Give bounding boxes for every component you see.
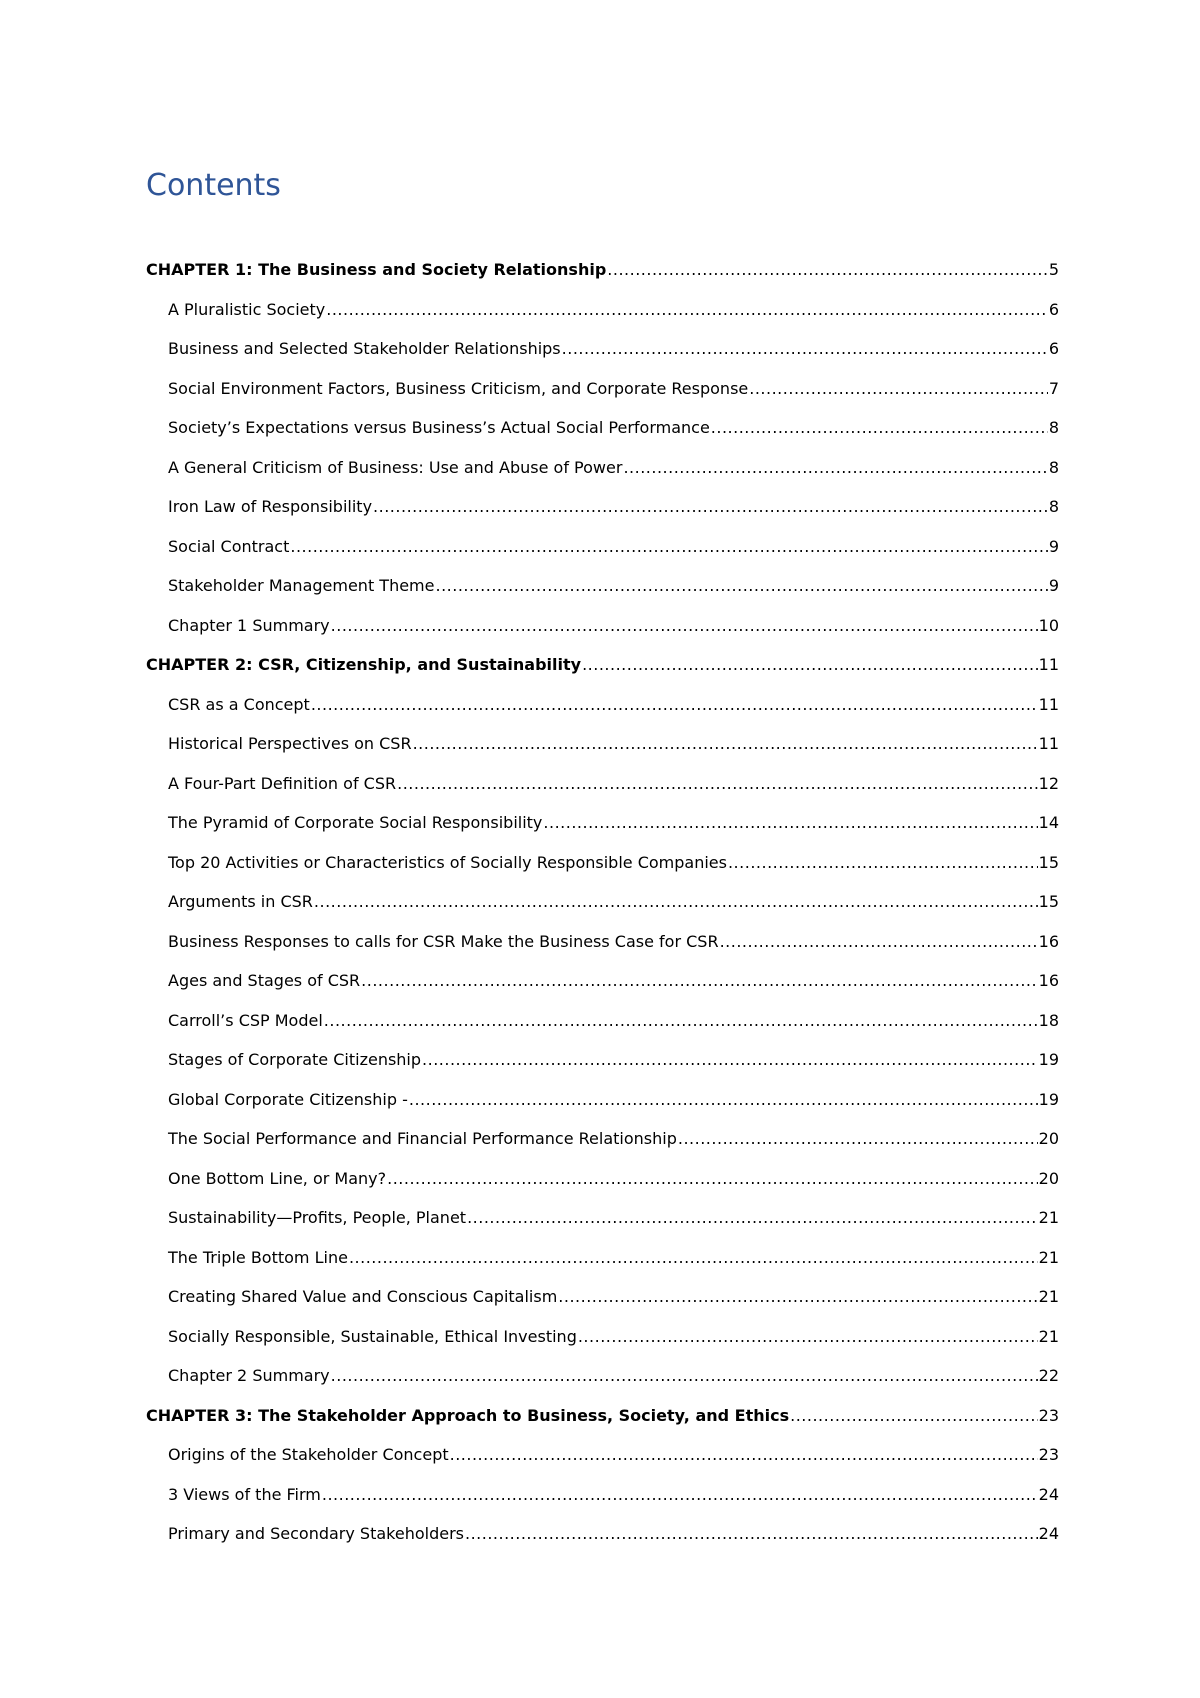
toc-dot-leader bbox=[435, 566, 1047, 606]
toc-page-number: 12 bbox=[1038, 773, 1059, 793]
toc-dot-leader bbox=[413, 724, 1038, 764]
toc-entry-text: A Four-Part Definition of CSR bbox=[168, 773, 397, 793]
toc-entry-text: 3 Views of the Firm bbox=[168, 1484, 321, 1504]
toc-page-number: 6 bbox=[1048, 339, 1059, 358]
toc-page-number: 7 bbox=[1048, 378, 1059, 398]
toc-entry-text: Stages of Corporate Citizenship bbox=[168, 1050, 422, 1069]
toc-entry-text: Social Environment Factors, Business Criticism, and Corporate Response bbox=[168, 378, 749, 398]
toc-entry-text: Carroll’s CSP Model bbox=[168, 1010, 323, 1030]
toc-entry-text: Primary and Secondary Stakeholders bbox=[168, 1524, 464, 1543]
toc-page-number: 9 bbox=[1048, 576, 1059, 595]
toc-section-entry[interactable] bbox=[146, 882, 1059, 922]
toc-dot-leader bbox=[387, 1159, 1038, 1199]
toc-entry-text: Global Corporate Citizenship - bbox=[168, 1089, 408, 1109]
toc-page-number: 20 bbox=[1038, 1129, 1059, 1148]
toc-section-entry[interactable] bbox=[146, 1001, 1059, 1041]
toc-section-entry[interactable] bbox=[146, 1277, 1059, 1317]
toc-section-entry[interactable] bbox=[146, 1119, 1059, 1159]
toc-section-entry[interactable] bbox=[146, 1514, 1059, 1554]
toc-page-number: 24 bbox=[1038, 1484, 1059, 1504]
toc-section-entry[interactable] bbox=[146, 724, 1059, 764]
toc-dot-leader bbox=[331, 606, 1038, 646]
toc-chapter-entry[interactable] bbox=[146, 1396, 1059, 1436]
toc-dot-leader bbox=[326, 290, 1048, 330]
toc-section-entry[interactable] bbox=[146, 369, 1059, 409]
toc-section-entry[interactable] bbox=[146, 1198, 1059, 1238]
toc-section-entry[interactable] bbox=[146, 922, 1059, 962]
toc-dot-leader bbox=[450, 1435, 1038, 1475]
toc-page-number: 8 bbox=[1048, 418, 1059, 437]
toc-dot-leader bbox=[720, 922, 1038, 962]
toc-section-entry[interactable] bbox=[146, 329, 1059, 369]
toc-dot-leader bbox=[311, 685, 1038, 725]
toc-section-entry[interactable] bbox=[146, 961, 1059, 1001]
toc-page-number: 21 bbox=[1038, 1326, 1059, 1346]
toc-dot-leader bbox=[711, 408, 1048, 448]
toc-entry-text: Society’s Expectations versus Business’s Actual Social Performance bbox=[168, 418, 710, 437]
toc-page-number: 15 bbox=[1038, 892, 1059, 911]
toc-entry-text: The Pyramid of Corporate Social Responsibility bbox=[168, 813, 543, 832]
toc-dot-leader bbox=[397, 764, 1038, 804]
toc-section-entry[interactable] bbox=[146, 1356, 1059, 1396]
toc-chapter-entry[interactable] bbox=[146, 645, 1059, 685]
toc-section-entry[interactable] bbox=[146, 1040, 1059, 1080]
toc-dot-leader bbox=[543, 803, 1037, 843]
toc-section-entry[interactable] bbox=[146, 1317, 1059, 1357]
toc-section-entry[interactable] bbox=[146, 1238, 1059, 1278]
toc-section-entry[interactable] bbox=[146, 487, 1059, 527]
toc-entry-text: Iron Law of Responsibility bbox=[168, 497, 373, 516]
toc-dot-leader bbox=[290, 527, 1047, 567]
toc-page-number: 11 bbox=[1038, 734, 1059, 753]
toc-entry-text: Business and Selected Stakeholder Relationships bbox=[168, 339, 561, 358]
toc-section-entry[interactable] bbox=[146, 527, 1059, 567]
toc-section-entry[interactable] bbox=[146, 290, 1059, 330]
toc-dot-leader bbox=[409, 1080, 1038, 1120]
toc-page-number: 9 bbox=[1048, 536, 1059, 556]
toc-page-number: 8 bbox=[1048, 497, 1059, 516]
toc-section-entry[interactable] bbox=[146, 803, 1059, 843]
toc-section-entry[interactable] bbox=[146, 1159, 1059, 1199]
toc-section-entry[interactable] bbox=[146, 566, 1059, 606]
toc-dot-leader bbox=[582, 645, 1038, 685]
toc-dot-leader bbox=[322, 1475, 1038, 1515]
toc-dot-leader bbox=[361, 961, 1037, 1001]
toc-entry-text: Sustainability—Profits, People, Planet bbox=[168, 1208, 467, 1227]
toc-entry-text: Origins of the Stakeholder Concept bbox=[168, 1445, 449, 1464]
toc-entry-text: The Triple Bottom Line bbox=[168, 1247, 348, 1267]
toc-dot-leader bbox=[562, 329, 1048, 369]
toc-section-entry[interactable] bbox=[146, 606, 1059, 646]
toc-page-number: 18 bbox=[1038, 1010, 1059, 1030]
toc-dot-leader bbox=[373, 487, 1048, 527]
toc-page-number: 24 bbox=[1038, 1524, 1059, 1543]
toc-page-number: 6 bbox=[1048, 299, 1059, 319]
toc-section-entry[interactable] bbox=[146, 408, 1059, 448]
toc-dot-leader bbox=[558, 1277, 1037, 1317]
toc-page-number: 22 bbox=[1038, 1366, 1059, 1385]
toc-entry-text: CHAPTER 3: The Stakeholder Approach to Business, Society, and Ethics bbox=[146, 1405, 790, 1425]
toc-title: Contents bbox=[146, 168, 281, 203]
toc-dot-leader bbox=[678, 1119, 1038, 1159]
toc-dot-leader bbox=[578, 1317, 1038, 1357]
toc-page-number: 20 bbox=[1038, 1168, 1059, 1188]
toc-section-entry[interactable] bbox=[146, 843, 1059, 883]
toc-entry-text: One Bottom Line, or Many? bbox=[168, 1168, 387, 1188]
toc-page-number: 21 bbox=[1038, 1247, 1059, 1267]
toc-page-number: 19 bbox=[1038, 1089, 1059, 1109]
toc-entry-text: Socially Responsible, Sustainable, Ethical Investing bbox=[168, 1326, 577, 1346]
toc-section-entry[interactable] bbox=[146, 1080, 1059, 1120]
toc-section-entry[interactable] bbox=[146, 685, 1059, 725]
toc-chapter-entry[interactable] bbox=[146, 250, 1059, 290]
toc-section-entry[interactable] bbox=[146, 764, 1059, 804]
toc-page-number: 11 bbox=[1038, 694, 1059, 714]
toc-page-number: 23 bbox=[1038, 1405, 1059, 1425]
toc-dot-leader bbox=[607, 250, 1048, 290]
toc-entry-text: Stakeholder Management Theme bbox=[168, 576, 435, 595]
toc-page-number: 16 bbox=[1038, 931, 1059, 951]
toc-page-number: 21 bbox=[1038, 1208, 1059, 1227]
toc-page-number: 8 bbox=[1048, 457, 1059, 477]
toc-page-number: 19 bbox=[1038, 1050, 1059, 1069]
toc-entry-text: Social Contract bbox=[168, 536, 290, 556]
toc-dot-leader bbox=[422, 1040, 1038, 1080]
toc-entry-text: Business Responses to calls for CSR Make the Business Case for CSR bbox=[168, 931, 719, 951]
toc-dot-leader bbox=[728, 843, 1038, 883]
toc-entry-text: Chapter 2 Summary bbox=[168, 1366, 330, 1385]
toc-entry-text: Chapter 1 Summary bbox=[168, 615, 330, 635]
toc-dot-leader bbox=[331, 1356, 1038, 1396]
toc-entry-text: Ages and Stages of CSR bbox=[168, 971, 361, 990]
toc-page-number: 14 bbox=[1038, 813, 1059, 832]
toc-page-number: 15 bbox=[1038, 852, 1059, 872]
toc-section-entry[interactable] bbox=[146, 1435, 1059, 1475]
toc-entry-text: A Pluralistic Society bbox=[168, 299, 326, 319]
toc-dot-leader bbox=[623, 448, 1047, 488]
toc-dot-leader bbox=[749, 369, 1048, 409]
toc-entry-text: CSR as a Concept bbox=[168, 694, 310, 714]
toc-dot-leader bbox=[314, 882, 1038, 922]
toc-page-number: 10 bbox=[1038, 615, 1059, 635]
toc-dot-leader bbox=[465, 1514, 1038, 1554]
toc-section-entry[interactable] bbox=[146, 448, 1059, 488]
toc-section-entry[interactable] bbox=[146, 1475, 1059, 1515]
toc-entry-text: Historical Perspectives on CSR bbox=[168, 734, 412, 753]
toc-list bbox=[146, 250, 1059, 1554]
toc-entry-text: CHAPTER 2: CSR, Citizenship, and Sustainability bbox=[146, 655, 582, 674]
toc-entry-text: Creating Shared Value and Conscious Capitalism bbox=[168, 1287, 558, 1306]
toc-page-number: 5 bbox=[1048, 260, 1059, 279]
toc-dot-leader bbox=[349, 1238, 1038, 1278]
toc-dot-leader bbox=[467, 1198, 1038, 1238]
toc-page-number: 11 bbox=[1038, 655, 1059, 674]
toc-dot-leader bbox=[790, 1396, 1038, 1436]
toc-page-number: 21 bbox=[1038, 1287, 1059, 1306]
toc-page-number: 23 bbox=[1038, 1445, 1059, 1464]
toc-dot-leader bbox=[324, 1001, 1038, 1041]
toc-entry-text: CHAPTER 1: The Business and Society Relationship bbox=[146, 260, 607, 279]
toc-entry-text: A General Criticism of Business: Use and Abuse of Power bbox=[168, 457, 623, 477]
toc-entry-text: Arguments in CSR bbox=[168, 892, 313, 911]
toc-entry-text: The Social Performance and Financial Performance Relationship bbox=[168, 1129, 677, 1148]
toc-entry-text: Top 20 Activities or Characteristics of Socially Responsible Companies bbox=[168, 852, 727, 872]
toc-page-number: 16 bbox=[1038, 971, 1059, 990]
